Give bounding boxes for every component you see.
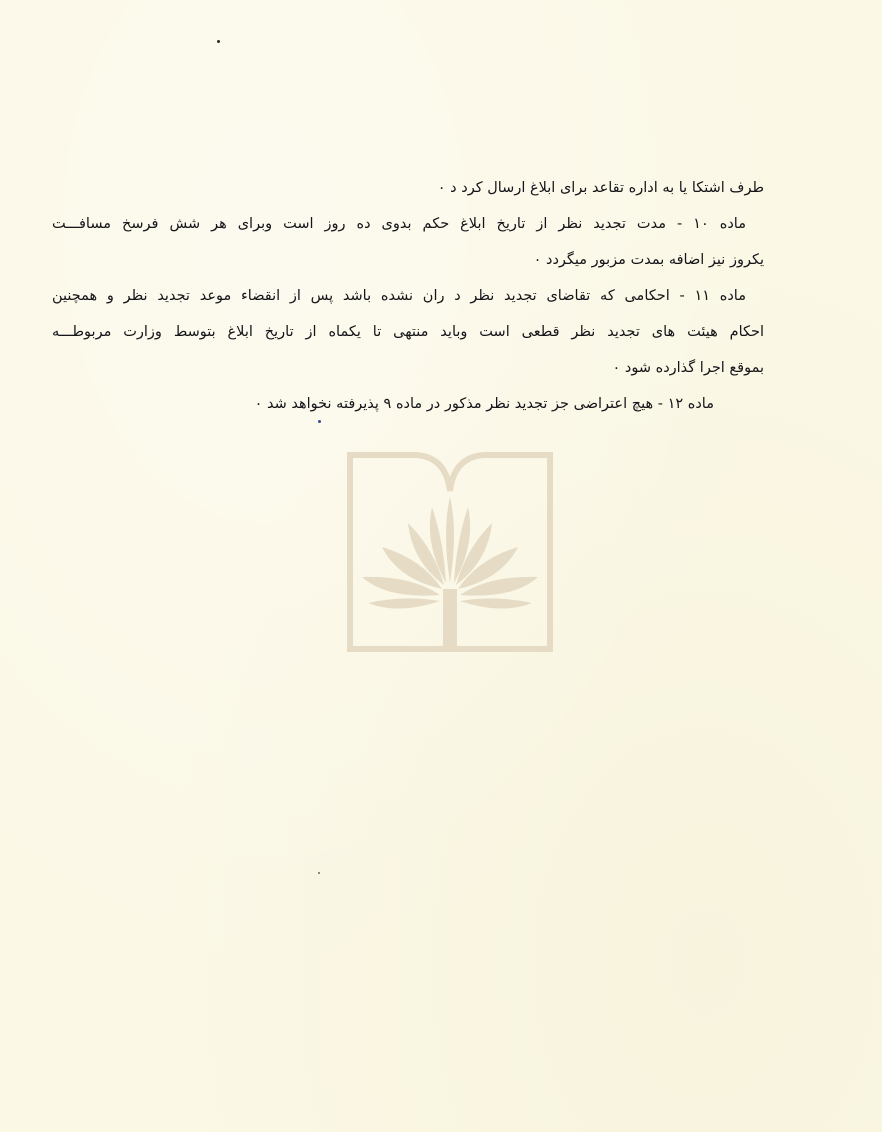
article-11-line-1: ماده ۱۱ - احکامی که تقاضای تجدید نظر د ران نشده باشد پس از انقضاء موعد تجدید نظر و همچنین <box>52 288 746 304</box>
article-10-line-2-text: یکروز نیز اضافه بمدت مزبور میگردد ۰ <box>533 252 764 268</box>
body-line-1 <box>52 170 764 206</box>
article-12-line-1-text: ماده ۱۲ - هیچ اعتراضی جز تجدید نظر مذکور در ماده ۹ پذیرفته نخواهد شد ۰ <box>254 396 714 412</box>
watermark-leaf-left-5 <box>368 598 440 608</box>
article-11-line-3 <box>52 350 764 386</box>
library-watermark-logo <box>346 451 554 653</box>
article-10-line-1: ماده ۱۰ - مدت تجدید نظر از تاریخ ابلاغ حکم بدوی ده روز است وبرای هر شش فرسخ مسافـــت <box>52 216 746 232</box>
article-12-line-1 <box>52 386 764 422</box>
ink-speck-bottom <box>318 872 320 874</box>
watermark-trunk <box>443 589 457 649</box>
ink-speck-top <box>217 40 220 43</box>
article-10-line-2 <box>52 242 764 278</box>
article-11-line-3-text: بموقع اجرا گذارده شود ۰ <box>612 360 764 376</box>
watermark-leaf-right-5 <box>460 598 532 608</box>
document-body <box>52 170 764 422</box>
body-line-1-text: طرف اشتکا یا به اداره تقاعد برای ابلاغ ارسال کرد د ۰ <box>437 180 764 196</box>
watermark-leaf-center <box>446 497 454 583</box>
article-11-line-2: احکام هیئت های تجدید نظر قطعی است وباید منتهی تا یکماه از تاریخ ابلاغ بتوسط وزارت مربوطـــه <box>52 324 764 340</box>
